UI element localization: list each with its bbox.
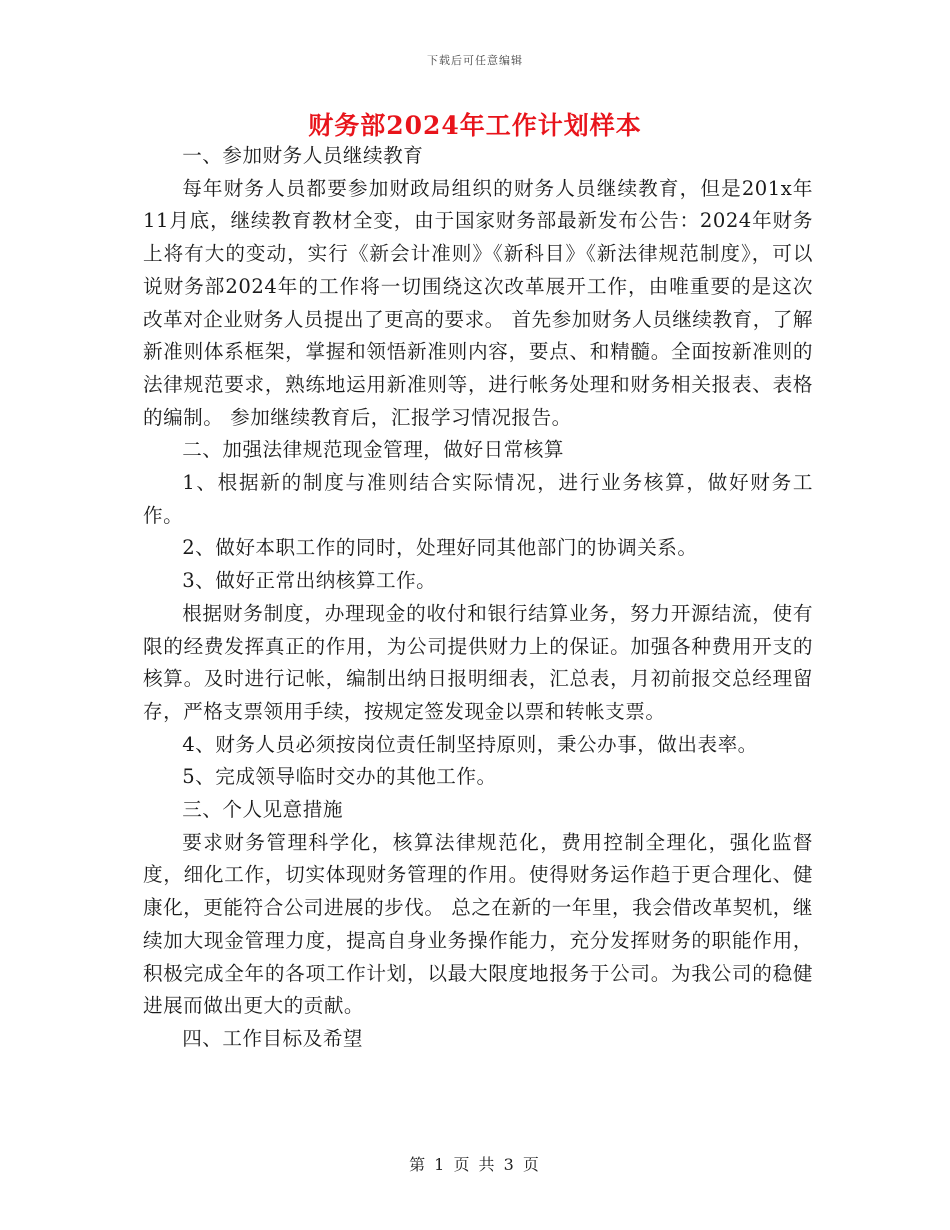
document-body [143,140,813,1056]
list-item: 2、做好本职工作的同时，处理好同其他部门的协调关系。 [182,536,698,560]
page-header-note: 下载后可任意编辑 [427,54,523,67]
list-item: 5、完成领导临时交办的其他工作。 [182,765,497,789]
body-paragraph: 要求财务管理科学化，核算法律规范化，费用控制全理化，强化监督度，细化工作，切实体现财务管理的作用。使得财务运作趋于更合理化、健康化，更能符合公司进展的步伐。 总之在新的一年里，我会借改革契机，继续加大现金管理力度，提高自身业务操作能力，充分发挥财务的职能作用，积极完成全年的各项工作计划，以最大限度地报务于公司。为我公司的稳健进展而做出更大的贡献。 [143,830,813,1018]
section-heading-4: 四、工作目标及希望 [182,1026,364,1050]
list-item: 3、做好正常出纳核算工作。 [182,569,437,593]
section-heading-2: 二、加强法律规范现金管理，做好日常核算 [182,438,564,462]
page-footer-number: 第 1 页 共 3 页 [409,1155,541,1174]
section-heading-3: 三、个人见意措施 [182,798,343,822]
body-paragraph: 每年财务人员都要参加财政局组织的财务人员继续教育，但是201x年11月底，继续教育教材全变，由于国家财务部最新发布公告：2024年财务上将有大的变动，实行《新会计准则》《新科目》《新法律规范制度》，可以说财务部2024年的工作将一切围绕这次改革展开工作，由唯重要的是这次改革对企业财务人员提出了更高的要求。 首先参加财务人员继续教育，了解新准则体系框架，掌握和领悟新准则内容，要点、和精髓。全面按新准则的法律规范要求，熟练地运用新准则等，进行帐务处理和财务相关报表、表格的编制。 参加继续教育后，汇报学习情况报告。 [143,176,813,429]
section-heading-1: 一、参加财务人员继续教育 [182,144,424,167]
list-item: 1、根据新的制度与准则结合实际情况，进行业务核算，做好财务工作。 [143,471,813,527]
body-paragraph: 根据财务制度，办理现金的收付和银行结算业务，努力开源结流，使有限的经费发挥真正的作用，为公司提供财力上的保证。加强各种费用开支的核算。及时进行记帐，编制出纳日报明细表，汇总表，月初前报交总经理留存，严格支票领用手续，按规定签发现金以票和转帐支票。 [143,601,813,723]
document-title: 财务部2024年工作计划样本 [308,111,642,140]
list-item: 4、财务人员必须按岗位责任制坚持原则，秉公办事，做出表率。 [182,732,758,756]
